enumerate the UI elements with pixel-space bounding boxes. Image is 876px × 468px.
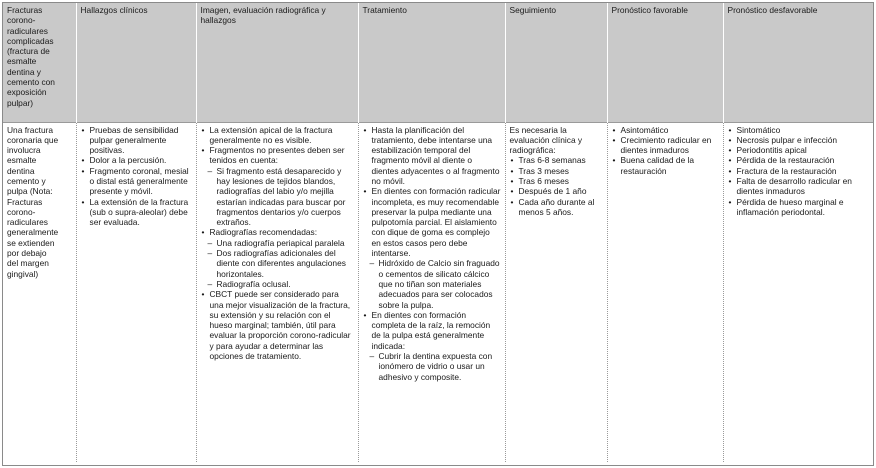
- list-item: • En dientes con formación completa de la raíz, la remoción de la pulpa está generalmente indicada:: [363, 310, 501, 351]
- header-unfavorable-prognosis: Pronóstico desfavorable: [723, 3, 873, 122]
- unfavorable-list: [728, 125, 870, 218]
- header-treatment: Tratamiento: [358, 3, 505, 122]
- list-item: • Después de 1 año: [510, 186, 603, 196]
- list-item: • La extensión apical de la fractura generalmente no es visible.: [201, 125, 354, 146]
- list-item: • Falta de desarrollo radicular en dientes inmaduros: [728, 176, 870, 197]
- list-item: • Sintomático: [728, 125, 870, 135]
- cell-favorable-prognosis: [607, 122, 723, 462]
- list-item: • Fragmento coronal, mesial o distal está generalmente presente y móvil.: [81, 166, 192, 197]
- follow-up-intro: Es necesaria la evaluación clínica y radiográfica:: [509, 124, 583, 156]
- document-frame: [2, 2, 874, 466]
- list-item: • Tras 3 meses: [510, 166, 603, 176]
- header-follow-up: Seguimiento: [505, 3, 607, 122]
- list-item: • Pérdida de la restauración: [728, 155, 870, 165]
- cell-follow-up: [505, 122, 607, 462]
- list-item: • Periodontitis apical: [728, 145, 870, 155]
- table-row: [3, 122, 873, 462]
- list-item: • Buena calidad de la restauración: [612, 155, 719, 176]
- header-imaging: Imagen, evaluación radiográfica y hallazgos: [196, 3, 358, 122]
- clinical-findings-list: [81, 125, 192, 228]
- cell-clinical-findings: [76, 122, 196, 462]
- list-item: • Pruebas de sensibilidad pulpar generalmente positivas.: [81, 125, 192, 156]
- list-subitem: – Si fragmento está desaparecido y hay lesiones de tejidos blandos, radiografías del labio y/o mejilla estarían indicadas para buscar por fragmentos dentarios y/o cuerpos extraños.: [201, 166, 354, 228]
- header-fracture-type: Fracturas corono- radiculares complicadas (fractura de esmalte dentina y cemento con exposición pulpar): [3, 3, 76, 122]
- list-item: • Dolor a la percusión.: [81, 155, 192, 165]
- list-item: • Crecimiento radicular en dientes inmaduros: [612, 135, 719, 156]
- list-item: • Cada año durante al menos 5 años.: [510, 197, 603, 218]
- list-subitem: – Hidróxido de Calcio sin fraguado o cementos de silicato cálcico que no tiñan son materiales adecuados para ser colocados sobre la pulpa.: [363, 258, 501, 309]
- favorable-list: [612, 125, 719, 176]
- list-item: • CBCT puede ser considerado para una mejor visualización de la fractura, su extensión y su relación con el hueso marginal; también, útil para evaluar la proporción corono-radicular y para ayudar a determinar las opciones de tratamiento.: [201, 289, 354, 361]
- list-item: • Fragmentos no presentes deben ser tenidos en cuenta:: [201, 145, 354, 166]
- list-item: • Hasta la planificación del tratamiento, debe intentarse una estabilización temporal del fragmento móvil al diente o dientes adyacentes o al fragmento no móvil.: [363, 125, 501, 187]
- header-clinical-findings: Hallazgos clínicos: [76, 3, 196, 122]
- imaging-list: [201, 125, 354, 362]
- list-item: • Tras 6-8 semanas: [510, 155, 603, 165]
- list-item: • Tras 6 meses: [510, 176, 603, 186]
- header-row: [3, 3, 873, 122]
- treatment-table: [3, 3, 873, 462]
- list-item: • Asintomático: [612, 125, 719, 135]
- cell-fracture-description: [3, 122, 76, 462]
- cell-unfavorable-prognosis: [723, 122, 873, 462]
- fracture-description-text: Una fractura coronaria que involucra esmalte dentina cemento y pulpa (Nota: Fracturas corono- radiculares generalmente se extienden por debajo del margen gingival): [7, 124, 59, 279]
- follow-up-list: [510, 155, 603, 217]
- list-item: • En dientes con formación radicular incompleta, es muy recomendable preservar la pulpa mediante una pulpotomía parcial. El aislamiento con dique de goma es complejo en estos casos pero debe intentarse.: [363, 186, 501, 258]
- list-subitem: – Radiografía oclusal.: [201, 279, 354, 289]
- cell-imaging: [196, 122, 358, 462]
- list-subitem: – Cubrir la dentina expuesta con ionómero de vidrio o usar un adhesivo y composite.: [363, 351, 501, 382]
- list-subitem: – Dos radiografías adicionales del diente con diferentes angulaciones horizontales.: [201, 248, 354, 279]
- list-item: • Fractura de la restauración: [728, 166, 870, 176]
- list-item: • La extensión de la fractura (sub o supra-aleolar) debe ser evaluada.: [81, 197, 192, 228]
- cell-treatment: [358, 122, 505, 462]
- list-item: • Radiografías recomendadas:: [201, 227, 354, 237]
- list-subitem: – Una radiografía periapical paralela: [201, 238, 354, 248]
- list-item: • Pérdida de hueso marginal e inflamación periodontal.: [728, 197, 870, 218]
- header-favorable-prognosis: Pronóstico favorable: [607, 3, 723, 122]
- treatment-list: [363, 125, 501, 382]
- list-item: • Necrosis pulpar e infección: [728, 135, 870, 145]
